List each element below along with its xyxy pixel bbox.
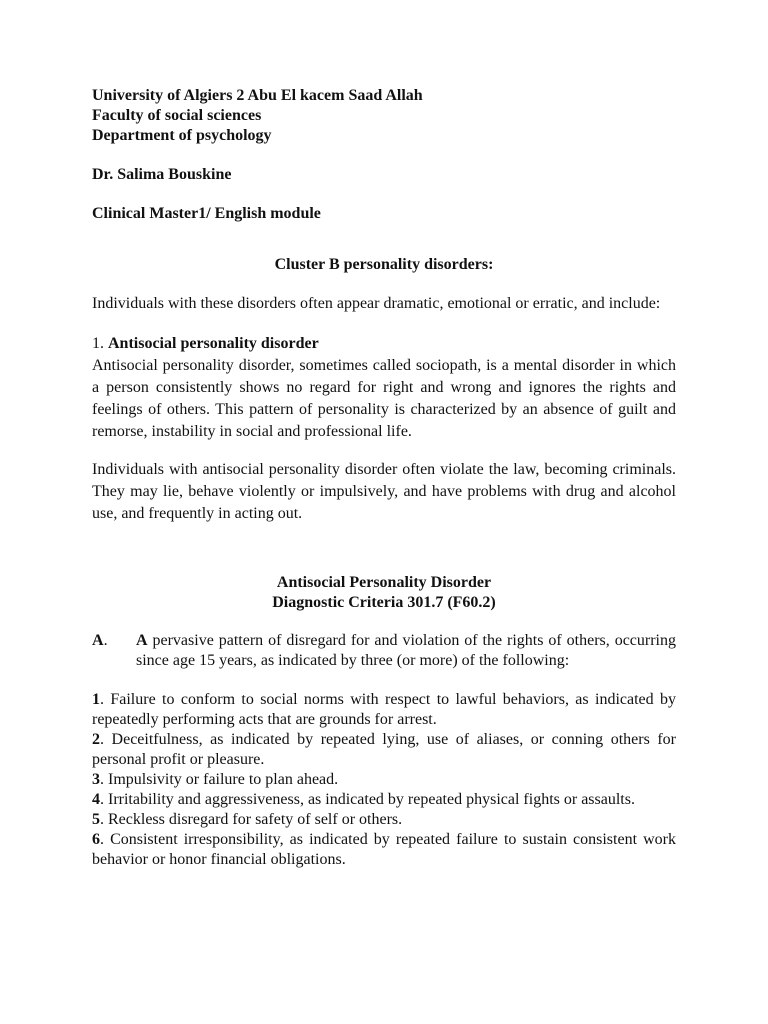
criteria-item-4: 4. Irritability and aggressiveness, as indicated by repeated physical fights or assaults. — [92, 791, 635, 808]
university-name: University of Algiers 2 Abu El kacem Saad Allah — [92, 87, 423, 104]
document-header — [92, 86, 676, 224]
department-name: Department of psychology — [92, 127, 272, 144]
criteria-item-2: 2. Deceitfulness, as indicated by repeated lying, use of aliases, or conning others for personal profit or pleasure. — [92, 731, 676, 768]
disorder-description: Antisocial personality disorder, sometimes called sociopath, is a mental disorder in which a person consistently shows no regard for right and wrong and ignores the rights and feelings of others. This pattern of personality is characterized by an absence of guilt and remorse, instability in social and professional life. — [92, 357, 676, 440]
disorder-number: 1. — [92, 335, 108, 352]
disorder-heading — [92, 333, 676, 355]
author-name: Dr. Salima Bouskine — [92, 166, 232, 183]
document-page — [92, 86, 676, 870]
criteria-item-6: 6. Consistent irresponsibility, as indicated by repeated failure to sustain consistent work behavior or honor financial obligations. — [92, 831, 676, 868]
criteria-title: Antisocial Personality Disorder — [276, 574, 492, 591]
faculty-name: Faculty of social sciences — [92, 107, 262, 124]
course-name: Clinical Master1/ English module — [92, 205, 321, 222]
criterion-a — [92, 631, 676, 671]
criterion-a-label: A. — [92, 632, 108, 649]
disorder-name: Antisocial personality disorder — [108, 335, 319, 352]
section-title: Cluster B personality disorders: — [274, 256, 494, 273]
criteria-item-1: 1. Failure to conform to social norms with respect to lawful behaviors, as indicated by repeatedly performing acts that are grounds for arrest. — [92, 691, 676, 728]
disorder-behavior: Individuals with antisocial personality disorder often violate the law, becoming criminals. They may lie, behave violently or impulsively, and have problems with drug and alcohol use, and frequently in acting out. — [92, 461, 676, 522]
criterion-a-text: A pervasive pattern of disregard for and violation of the rights of others, occurring since age 15 years, as indicated by three (or more) of the following: — [136, 632, 676, 669]
criteria-list — [92, 690, 676, 870]
criteria-item-5: 5. Reckless disregard for safety of self or others. — [92, 811, 403, 828]
criteria-code: Diagnostic Criteria 301.7 (F60.2) — [272, 594, 496, 611]
criteria-item-3: 3. Impulsivity or failure to plan ahead. — [92, 771, 339, 788]
intro-paragraph: Individuals with these disorders often appear dramatic, emotional or erratic, and include: — [92, 295, 661, 312]
